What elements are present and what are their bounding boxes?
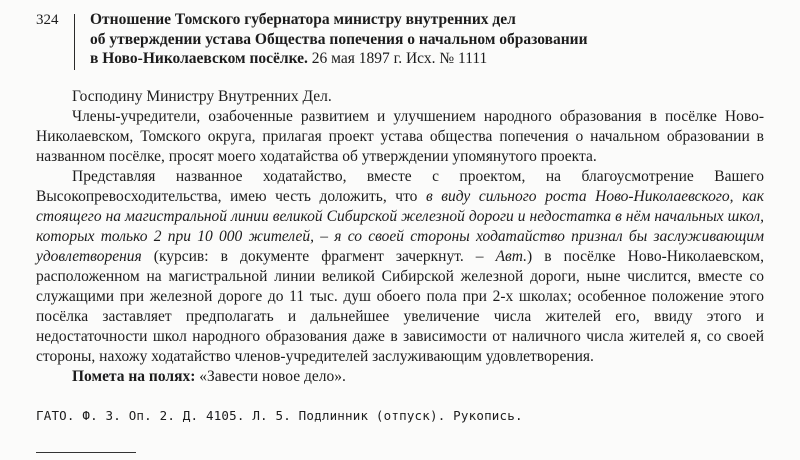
footnote-rule bbox=[36, 452, 136, 453]
paragraph-1: Члены-учредители, озабоченные развитием и улучшением народного образования в посёлке Ново-Николаевском, Томского округа, прилагая проект устава общества попечения о начальном образовании в названном посёлке, просят моего ходатайства об утверждении упомянутого проекта. bbox=[36, 108, 764, 165]
paragraph-2-italic: в виду сильного роста Ново-Николаевского, как стоящего на магистральной линии великой Сибирской железной дороги и недостатка в нём начальных школ, которых только 2 при 10 000 жителей, – я со своей стороны ходатайство признал бы заслуживающим удовлетворения bbox=[36, 188, 764, 265]
page-number: 324 bbox=[36, 12, 59, 28]
margin-note-text: «Завести новое дело». bbox=[195, 368, 346, 385]
paragraph-2-part-1: Представляя названное ходатайство, вместе с проектом, на благоусмотрение Вашего Высокопревосходительства, имею честь доложить, что bbox=[36, 168, 764, 205]
heading-date-ref: 26 мая 1897 г. Исх. № 1111 bbox=[307, 50, 488, 67]
document-heading bbox=[90, 10, 770, 69]
heading-line-1: Отношение Томского губернатора министру внутренних дел bbox=[90, 11, 516, 28]
margin-note-label: Помета на полях: bbox=[72, 368, 196, 385]
document-body bbox=[36, 87, 764, 387]
archive-reference: ГАТО. Ф. 3. Оп. 2. Д. 4105. Л. 5. Подлинник (отпуск). Рукопись. bbox=[36, 408, 523, 423]
paragraph-2 bbox=[36, 167, 764, 367]
heading-line-3 bbox=[90, 49, 770, 69]
heading-line-3-bold: в Ново-Николаевском посёлке. bbox=[90, 50, 308, 67]
paragraph-2-author: Авт. bbox=[495, 248, 528, 265]
heading-line-2: об утверждении устава Общества попечения о начальном образовании bbox=[90, 30, 588, 48]
paragraph-2-part-3: ) в посёлке Ново-Николаевском, расположенном на магистральной линии великой Сибирской железной дороги, ныне числится, вместе со служащими при железной дороге до 11 тыс. душ обоего пола при 2-х школах; особенное положение этого посёлка заставляет предполагать и дальнейшее увеличение числа жителей его, ввиду этого и недостаточности школ народного образования даже в зависимости от наличного числа жителей я, со своей стороны, нахожу ходатайство членов-учредителей заслуживающим удовлетворения. bbox=[36, 248, 764, 365]
margin-note bbox=[36, 367, 764, 387]
paragraph-2-part-2: (курсив: в документе фрагмент зачеркнут. – bbox=[141, 248, 496, 265]
salutation: Господину Министру Внутренних Дел. bbox=[72, 88, 332, 105]
header-divider bbox=[74, 14, 75, 70]
